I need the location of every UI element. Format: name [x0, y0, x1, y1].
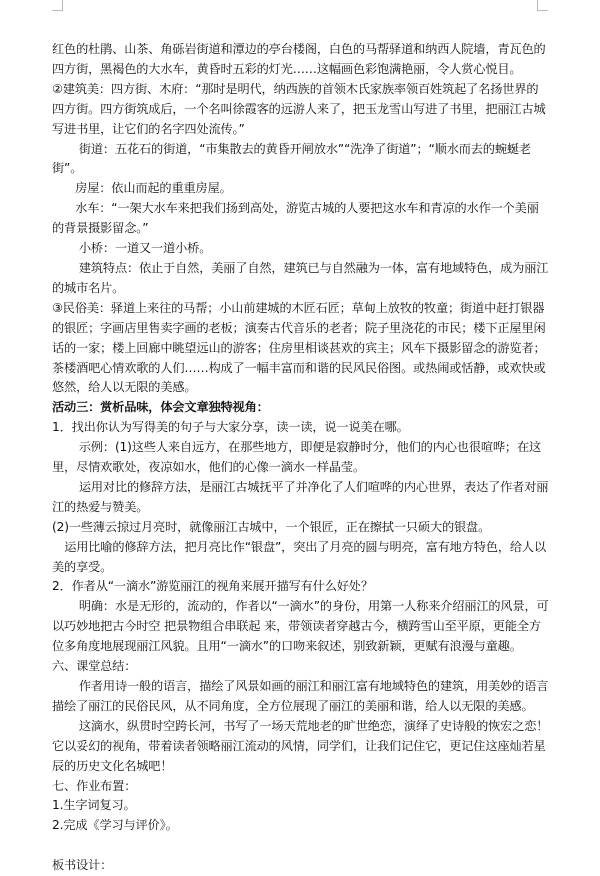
analysis-two: 运用比喻的修辞方法，把月亮比作“银盘”，突出了月亮的圆与明亮，富有地方特色，给人以美的享受。	[52, 539, 546, 574]
paragraph-waterwheel: 水车：“一架大水车来把我们扬到高处，游览古城的人要把这水车和青凉的水作一个美丽的背景摄影留念。”	[52, 201, 539, 236]
blank-line	[52, 836, 550, 856]
paragraph-folk-customs: ③民俗美：驿道上来往的马帮；小山前建城的木匠石匠；草甸上放牧的牧童；街道中赶打银器的银匠；字画店里售卖字画的老板；演奏古代音乐的老者；院子里浇花的市民；楼下正屋里闲话的一家；楼上回廊中眺望远山的游客；住房里相谈甚欢的宾主；风车下摄影留念的游览者；茶楼酒吧心情欢歌的人们……构成了一幅丰富而和谐的民风民俗图。或热闹或恬静，或欢快或悠然，给人以无限的美感。	[52, 300, 546, 395]
section-six-heading: 六、课堂总结：	[52, 659, 137, 674]
margin-mark-top-left	[52, 0, 63, 11]
paragraph-architecture-features: 建筑特点：依止于自然，美丽了自然，建筑已与自然融为一体，富有地域特色，成为丽江的城市名片。	[52, 260, 549, 295]
margin-mark-top-right	[537, 0, 548, 11]
homework-two: 2.完成《学习与评价》。	[52, 818, 178, 833]
summary-one: 作者用诗一般的语言，描绘了风景如画的丽江和丽江富有地域特色的建筑，用美妙的语言描绘了丽江的民俗民风，从不同角度，全方位展现了丽江的美丽和谐，给人以无限的美感。	[52, 679, 549, 713]
paragraph-bridges: 小桥：一道又一道小桥。	[78, 241, 212, 256]
document-body	[52, 40, 550, 876]
blackboard-design-label: 板书设计：	[52, 858, 113, 873]
task-two: 2．作者从“一滴水”游览丽江的视角来展开描写有什么好处？	[52, 579, 373, 594]
example-two: (2)一些薄云掠过月亮时，就像丽江古城中，一个银匠，正在擦拭一只硕大的银盘。	[52, 519, 491, 534]
task-one: 1．找出你认为写得美的句子与大家分享，读一读，说一说美在哪。	[52, 420, 409, 435]
paragraph-street: 街道：五花石的街道，“市集散去的黄昏开闸放水”“洗净了街道”；“顺水而去的蜿蜒老街”。	[52, 141, 531, 176]
paragraph-color-description: 红色的杜鹃、山茶、角砾岩街道和潭边的亭台楼阁，白色的马帮驿道和纳西人院墙，青瓦色的四方街，黑褐色的大水车，黄昏时五彩的灯光……这幅画色彩饱满艳丽，令人赏心悦目。	[52, 42, 546, 76]
homework-one: 1.生字词复习。	[52, 798, 136, 813]
summary-two: 这滴水，纵贯时空跨长河，书写了一场天荒地老的旷世绝恋，演绎了史诗般的恢宏之恋！它以妥幻的视角，带着读者领略丽江流动的风情，同学们，让我们记住它，更记住这座灿若星辰的历史文化名城吧！	[52, 718, 549, 773]
section-seven-heading: 七、作业布置：	[52, 778, 137, 793]
paragraph-houses: 房屋：依山而起的重重房屋。	[75, 181, 232, 196]
activity-three-heading: 活动三：赏析品味，体会文章独特视角：	[52, 400, 269, 415]
analysis-one: 运用对比的修辞方法，是丽江古城抚平了并净化了人们喧哗的内心世界，表达了作者对丽江的热爱与赞美。	[52, 479, 549, 514]
answer-two: 明确：水是无形的，流动的，作者以“一滴水”的身份，用第一人称来介绍丽江的风景，可以巧妙地把古今时空 把景物组合串联起 来，带领读者穿越古今，横跨雪山至平原，更能全方位多角度地展现丽江风貌。且用“一滴水”的口吻来叙述，别致新颖，更赋有浪漫与童趣。	[52, 599, 549, 654]
paragraph-architecture: ②建筑美：四方街、木府：“那时是明代，纳西族的首领木氏家族率领百姓筑起了名扬世界的四方街。四方街筑成后，一个名叫徐霞客的远游人来了，把玉龙雪山写进了书里，把丽江古城写进书里，让它们的名字四处流传。”	[52, 81, 546, 136]
example-one: 示例：(1)这些人来自远方，在那些地方，即便是寂静时分，他们的内心也很喧哗；在这里，尽情欢歌处，夜凉如水，他们的心像一滴水一样晶莹。	[52, 440, 542, 475]
